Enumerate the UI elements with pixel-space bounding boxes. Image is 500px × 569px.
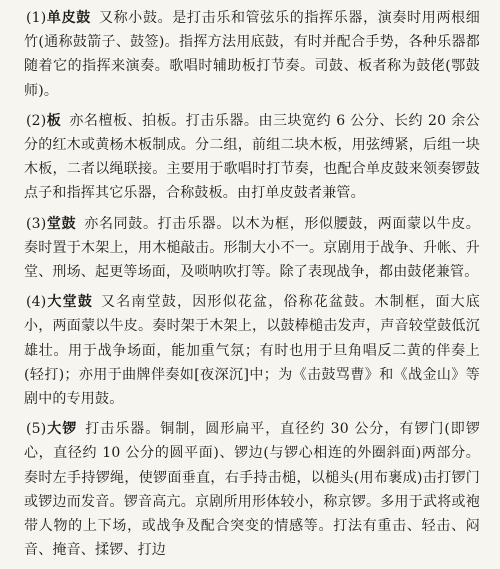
entry-4 bbox=[24, 290, 480, 411]
entry-term: 单皮鼓 bbox=[46, 10, 91, 26]
entry-term: 大锣 bbox=[46, 421, 78, 438]
entry-text: 亦名同鼓。打击乐器。以木为框，形似腰鼓，两面蒙以牛皮。奏时置于木架上，用木槌敲击。形制大小不一。京剧用于战争、升帐、升堂、刑场、起更等场面，及唢呐吹打等。除了表现战争，都由鼓佬兼管。 bbox=[24, 215, 480, 281]
entry-text: 又称小鼓。是打击乐和管弦乐的指挥乐器，演奏时用两根细竹(通称鼓箭子、鼓签)。指挥方法用底鼓，有时并配合手势，各种乐器都随着它的指挥来演奏。歌唱时辅助板打节奏。司鼓、板者称为鼓佬(鄂鼓师)。 bbox=[24, 10, 480, 99]
entry-number: (3) bbox=[26, 215, 47, 232]
entry-number: (2) bbox=[26, 112, 47, 129]
entry-term: 大堂鼓 bbox=[46, 294, 94, 311]
entry-5 bbox=[24, 417, 480, 562]
entry-term: 板 bbox=[46, 112, 62, 129]
entry-number: (4) bbox=[26, 294, 47, 311]
entry-3 bbox=[24, 212, 480, 285]
entry-number: (1) bbox=[26, 10, 47, 26]
entry-text: 又名南堂鼓，因形似花盆，俗称花盆鼓。木制框，面大底小，两面蒙以牛皮。奏时架于木架上，以鼓棒槌击发声，声音较堂鼓低沉雄壮。用于战争场面，能加重气氛；有时也用于旦角唱反二黄的伴奏上(轻打)；亦用于曲牌伴奏如[夜深沉]中；为《击鼓骂曹》和《战金山》等剧中的专用鼓。 bbox=[24, 294, 480, 408]
entry-2 bbox=[24, 109, 480, 206]
entry-1 bbox=[24, 6, 480, 103]
entry-term: 堂鼓 bbox=[46, 215, 77, 232]
entry-text: 亦名檀板、拍板。打击乐器。由三块宽约 6 公分、长约 20 余公分的红木或黄杨木板制成。分二组，前组二块木板，用弦缚紧，后组一块木板，二者以绳联接。主要用于歌唱时打节奏，也配合单皮鼓来领奏锣鼓点子和指挥其它乐器，合称鼓板。由打单皮鼓者兼管。 bbox=[24, 112, 481, 202]
entry-text: 打击乐器。铜制，圆形扁平，直径约 30 公分，有锣门(即锣心，直径约 10 公分的圆平面)、锣边(与锣心相连的外圈斜面)两部分。奏时左手持锣绳，使锣面垂直，右手持击槌，以槌头(用布裹成)击打锣门或锣边而发音。锣音高亢。京剧所用形体较小，称京锣。多用于武将或袍带人物的上下场，或战争及配合突变的情感等。打法有重击、轻击、闷音、掩音、揉锣、打边 bbox=[24, 421, 480, 559]
entry-number: (5) bbox=[26, 421, 47, 438]
